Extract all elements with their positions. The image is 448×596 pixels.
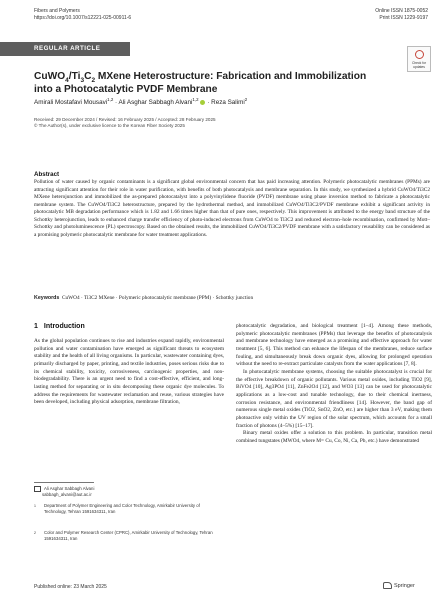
footnote-divider <box>34 482 94 483</box>
title-line-1: $CuWO_4/Ti_3C_2$ MXene Heterostructure: Fabrication and Immobilization <box>34 71 367 85</box>
paragraph: photocatalytic degradation, and biological treatment [1–4]. Among these methods, polymeric photocatalytic membranes (PPMs) that leverage the benefits of photocatalysis and membrane technology have emerged as a promising and effective approach for water treatment [5, 6]. This method can enhance the lifespan of the membranes, reduce surface fouling, and simultaneously break down organic dyes, allowing for prolonged operation without the need to re-extract particulate catalysts from the water applications [7, 8]. <box>236 323 432 368</box>
paragraph: As the global population continues to rise and industries expand rapidly, environmental pollution and water contamination have emerged as significant threats to ecosystem stability and the health of all living organisms. In particular, wastewater containing dyes, primarily discharged by paper, printing, and textile industries, poses serious risks due to its chemical stability, toxicity, corrosiveness, carcinogenic properties, and non-biodegradability. There is an urgent need to find a cost-effective, efficient, and long-lasting method for separating or in situ decomposing these organic dye molecules. To address the requirements for wastewater reclamation and reuse, various strategies have been developed, including physical adsorption, membrane filtration, <box>34 338 224 406</box>
keywords-text: CuWO4 · Ti3C2 MXene · Polymeric photocatalytic membrane (PPM) · Schottky junction <box>61 295 254 301</box>
author-1[interactable]: Amirali Mostafavi Mousavi <box>34 99 108 106</box>
copyright: © The Author(s), under exclusive licence to the Korean Fiber Society 2025 <box>34 123 185 129</box>
keywords <box>34 295 430 301</box>
paragraph: In photocatalytic membrane systems, choosing the suitable photocatalyst is crucial for the effective breakdown of organic pollutants. Various metal oxides, including TiO2 [9], BiVO4 [10], Ag3PO4 [11], ZnFe2O4 [12], and WO3 [13] can be used for photocatalytic applications as a low-cost and tunable technology, due to their chemical inertness, corrosion resistance, and environmental friendliness [14]. However, the band gap of numerous single metal oxides (TiO2, SnO2, ZnO, etc.) are higher than 3 eV, making them photoactive only within the UV region of the solar spectrum, which accounts for a small fraction of photons (4–5%) [15–17]. <box>236 368 432 429</box>
keywords-label: Keywords <box>34 295 60 301</box>
print-issn: Print ISSN 1229-9197 <box>379 15 428 21</box>
section-heading-introduction: 1 Introduction <box>34 323 85 330</box>
affiliation-2: 2 Color and Polymer Research Center (CPRC), Amirkabir University of Technology, Tehran 1591634311, Iran <box>34 530 213 541</box>
article-type-banner: REGULAR ARTICLE <box>0 42 130 56</box>
intro-left-column <box>34 338 224 407</box>
check-for-updates-badge[interactable] <box>407 46 431 72</box>
issn-header <box>375 8 428 22</box>
published-date: Published online: 23 March 2025 <box>34 584 107 590</box>
doi-link[interactable]: https://doi.org/10.1007/s12221-025-00911-6 <box>34 15 132 21</box>
title-line-2: into a Photocatalytic PVDF Membrane <box>34 84 218 95</box>
affiliation-1: 1 Department of Polymer Engineering and Color Technology, Amirkabir University of Technology, Tehran 1591634311, Iran <box>34 503 200 514</box>
paper-title <box>34 70 414 96</box>
corresponding-author: Ali Asghar Sabbagh Alvani sabbagh_alvani@aut.ac.ir <box>34 486 94 498</box>
contact-email[interactable]: sabbagh_alvani@aut.ac.ir <box>42 492 92 497</box>
author-2[interactable]: Ali Asghar Sabbagh Alvani <box>118 99 193 106</box>
paragraph: Binary metal oxides offer a solution to this problem. In particular, transition metal combined tungstates (MWO4, where M= Cu, Co, Ni, Ca, Pb, etc.) have demonstrated <box>236 430 432 444</box>
orcid-icon[interactable] <box>200 100 205 105</box>
springer-horse-icon <box>383 582 392 589</box>
online-issn: Online ISSN 1875-0052 <box>375 8 428 14</box>
journal-name: Fibers and Polymers <box>34 8 80 14</box>
crossmark-icon <box>415 50 424 59</box>
author-3[interactable]: Reza Salimi <box>211 99 245 106</box>
abstract-heading: Abstract <box>34 171 60 178</box>
history-dates: Received: 29 December 2024 / Revised: 16 February 2025 / Accepted: 28 February 2025 <box>34 117 216 122</box>
badge-text: Check for updates <box>411 61 427 69</box>
journal-header <box>34 8 131 22</box>
envelope-icon <box>34 486 41 492</box>
abstract-text: Pollution of water caused by organic contaminants is a significant global environmental concern that has paid increasing attention. Polymeric photocatalytic membranes (PPMs) are attracting significant attention for their role in water purification, with benefits of both photocatalysis and membrane separation. In this study, we synthesized a hybrid CuWO4/Ti3C2 MXene heterojunction and immobilized the as-prepared photocatalyst into a polyvinylidene fluoride (PVDF) membrane using phase inversion method to fabricate a photocatalytic membrane system. The CuWO4/Ti3C2 heterostructure, prepared by the hydrothermal method, and immobilized CuWO4/Ti3C2/PVDF membrane exhibit a significant activity in photocatalytic MB degradation performance which is 1.82 and 1.66 times higher than that of pure ones, respectively. This improvement is attributed to the energy band structure of the Schottky heterojunction, leads to enhanced charge transfer efficiency of photo-induced electrons from CuWO4 to Ti3C2 and reduced electron–hole recombination, confirmed by Mott–Schottky and photoluminescence (PL) spectroscopy. Based on the obtained results, the immobilized CuWO4/Ti3C2/PVDF membrane with a satisfactory reusability can be considered as a promising polymeric photocatalytic membrane for water treatment applications. <box>34 179 430 238</box>
article-dates <box>34 117 434 130</box>
intro-right-column <box>236 323 432 446</box>
author-list: Amirali Mostafavi Mousavi$^{1,2}$ · Ali Asghar Sabbagh Alvani$^{1,2}$ · Reza Salimi$^2$ <box>34 96 248 106</box>
publisher-logo: Springer <box>383 582 415 589</box>
